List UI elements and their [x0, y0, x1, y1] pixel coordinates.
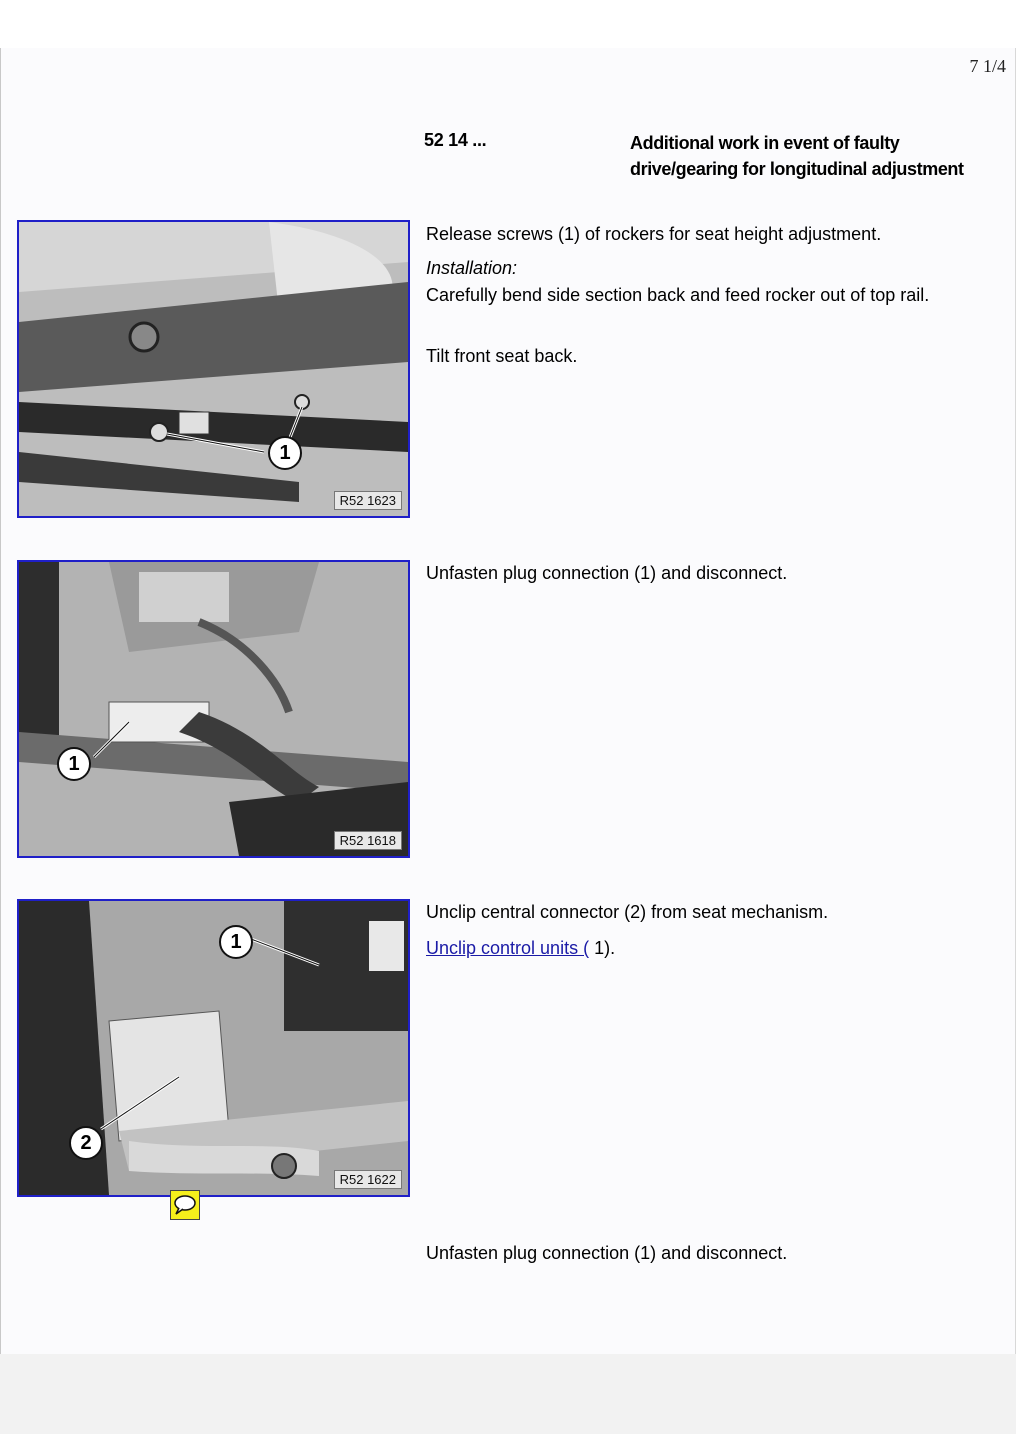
step-3-link-line [426, 936, 615, 960]
callout-1: 1 [268, 436, 302, 470]
installation-label: Installation: [426, 258, 518, 278]
image-reference: R52 1618 [334, 831, 402, 850]
step-3-text: Unclip central connector (2) from seat mechanism. [426, 902, 829, 922]
callout-1: 1 [219, 925, 253, 959]
section-title: Additional work in event of faulty drive/gearing for longitudinal adjustment [630, 133, 964, 179]
photo-step-3 [17, 899, 410, 1197]
top-strip [0, 0, 1016, 48]
photo-step-2 [17, 560, 410, 858]
bottom-strip [0, 1354, 1016, 1434]
photo-step-1 [17, 220, 410, 518]
link-suffix: 1). [589, 938, 616, 958]
step-2-text: Unfasten plug connection (1) and disconnect. [426, 563, 788, 583]
section-number: 52 14 ... [424, 130, 487, 150]
callout-2: 2 [69, 1126, 103, 1160]
page-number: 7 1/4 [969, 56, 1006, 76]
step-1-installation-text: Carefully bend side section back and feed rocker out of top rail. [426, 285, 930, 305]
step-1-text: Release screws (1) of rockers for seat height adjustment. [426, 224, 882, 244]
image-reference: R52 1623 [334, 491, 402, 510]
unclip-control-units-link[interactable]: Unclip control units ( [426, 938, 590, 958]
step-4-text: Unfasten plug connection (1) and disconnect. [426, 1243, 788, 1263]
callout-1: 1 [57, 747, 91, 781]
comment-icon[interactable] [170, 1190, 200, 1220]
seat-mechanism-photo-2 [19, 562, 408, 856]
seat-mechanism-photo-1 [19, 222, 408, 516]
speech-bubble-icon [171, 1191, 199, 1219]
step-1-tilt-text: Tilt front seat back. [426, 346, 578, 366]
image-reference: R52 1622 [334, 1170, 402, 1189]
